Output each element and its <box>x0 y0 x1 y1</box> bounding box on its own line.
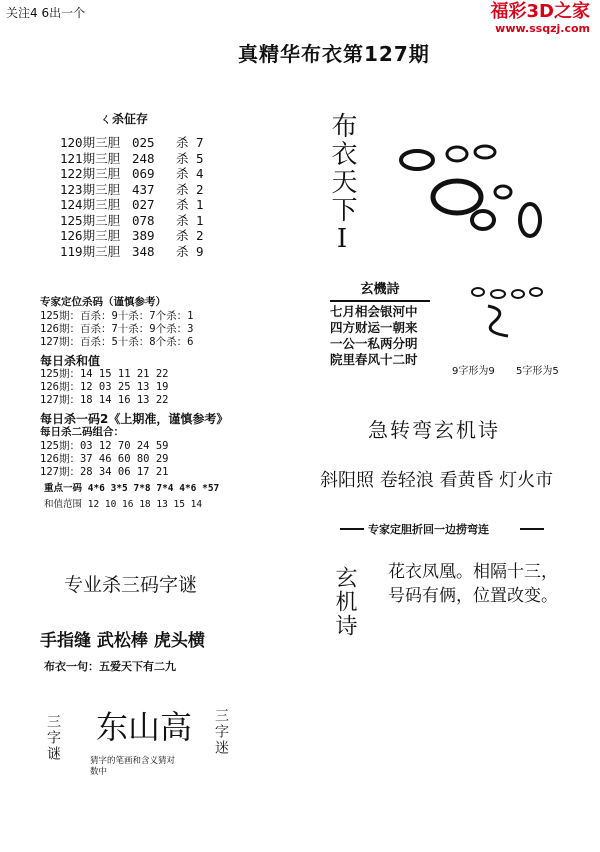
kill-row-nums: 389 <box>132 228 155 243</box>
daily-sum-row: 125期：14 15 11 21 22 <box>40 368 169 380</box>
daily-two-row: 127期：28 34 06 17 21 <box>40 466 169 478</box>
kill-row-period: 125期三胆 <box>60 212 121 228</box>
kill-row <box>60 166 210 182</box>
daily-sum-list <box>40 368 168 407</box>
poem-line: 一公一私两分明 <box>330 336 418 351</box>
kill-row-period: 123期三胆 <box>60 181 121 197</box>
brand-url: www.ssqzj.com <box>495 22 590 35</box>
divider-left <box>340 528 364 530</box>
decorative-stones-image <box>395 142 555 242</box>
vertical-title: 布衣天下Ⅰ <box>327 112 357 256</box>
kill-row <box>60 151 210 167</box>
poem-line: 七月相会银河中 <box>330 304 418 319</box>
poem-title: 玄機詩 <box>330 282 430 302</box>
daily-two-heading: 每日杀二码组合： <box>40 426 124 438</box>
daily-two-row: 126期：37 46 60 80 29 <box>40 453 169 465</box>
sum-range: 和值范围 12 10 16 18 13 15 14 <box>44 499 203 510</box>
kill-row <box>60 197 210 213</box>
kill-row-nums: 248 <box>132 150 155 166</box>
kill-row-period: 120期三胆 <box>60 135 121 150</box>
kill-row-kill: 9 <box>196 243 204 259</box>
brand-name: 福彩3D之家 <box>490 1 590 22</box>
riddle-center: 东山高 <box>96 708 193 746</box>
poem-line: 四方财运一朝来 <box>330 320 418 335</box>
kill-row-kill: 2 <box>196 228 204 243</box>
page-title: 真精华布衣第127期 <box>238 42 430 66</box>
kill-row-period: 126期三胆 <box>60 228 121 243</box>
kill-row-kill: 4 <box>196 166 204 181</box>
kill-row-kill-label: 杀 <box>176 135 189 150</box>
xuanji-line: 号码有俩，位置改变。 <box>388 586 558 606</box>
kill-row-nums: 027 <box>132 197 155 212</box>
kill-row-kill-label: 杀 <box>176 181 189 197</box>
kill-row-kill-label: 杀 <box>176 197 189 212</box>
xuanji-vertical: 玄机诗 <box>332 566 357 638</box>
kill-row-kill: 7 <box>196 135 204 150</box>
riddle-line-two: 布衣一句：五爱天下有二九 <box>44 660 176 673</box>
kill-row <box>60 182 210 198</box>
riddle-right-vertical: 三字迷 <box>213 708 229 756</box>
daily-sum-row: 126期：12 03 25 13 19 <box>40 381 169 393</box>
kill-row-kill: 2 <box>196 181 204 197</box>
poem-line: 院里春风十二时 <box>330 352 418 367</box>
kill-row <box>60 228 210 244</box>
daily-sum-heading: 每日杀和值 <box>40 354 101 368</box>
kill-row-kill-label: 杀 <box>176 228 189 243</box>
kill-table <box>60 135 210 259</box>
xuanji-lines <box>388 560 558 608</box>
kill-row-kill-label: 杀 <box>176 166 189 181</box>
riddle-left-vertical: 三字谜 <box>45 714 61 762</box>
riddle-title: 专业杀三码字谜 <box>64 574 198 596</box>
kill-row-period: 121期三胆 <box>60 150 121 166</box>
kill-row-kill-label: 杀 <box>176 150 189 166</box>
kill-row <box>60 213 210 229</box>
kill-row <box>60 135 210 151</box>
kill-row-nums: 069 <box>132 166 155 181</box>
shape-five-label: 5字形为5 <box>516 366 559 377</box>
expert-list <box>40 310 193 349</box>
key-one-code: 重点一码 4*6 3*5 7*8 7*4 4*6 *57 <box>44 483 220 494</box>
urgent-phrases: 斜阳照 卷轻浪 看黄昏 灯火市 <box>320 470 554 491</box>
divider-right <box>520 528 544 530</box>
kill-row-period: 124期三胆 <box>60 197 121 212</box>
decorative-charms-image <box>468 284 548 344</box>
expert-heading: 专家定位杀码（谨慎参考） <box>40 296 166 308</box>
kill-row-kill: 1 <box>196 212 204 228</box>
top-left-note: 关注4 6出一个 <box>6 6 86 20</box>
expert-row: 127期：百杀：5十杀：8个杀：6 <box>40 336 194 348</box>
urgent-title: 急转弯玄机诗 <box>368 418 500 442</box>
shape-nine-label: 9字形为9 <box>452 366 495 377</box>
daily-one-heading: 每日杀一码2《上期准，谨慎参考》 <box>40 412 229 426</box>
riddle-note: 猜字的笔画和含义猜对数中 <box>90 756 176 777</box>
kill-row-kill: 5 <box>196 150 204 166</box>
kill-row-nums: 078 <box>132 212 155 228</box>
poem-box <box>330 282 430 368</box>
urgent-subtitle: 专家定胆折回一边捞弯连 <box>368 523 489 536</box>
daily-sum-row: 127期：18 14 16 13 22 <box>40 394 169 406</box>
kill-row-kill-label: 杀 <box>176 243 189 259</box>
kill-row-kill: 1 <box>196 197 204 212</box>
riddle-line-one: 手指缝 武松棒 虎头横 <box>40 631 205 651</box>
xuanji-line: 花衣凤凰。相隔十三， <box>388 562 558 582</box>
kill-row <box>60 244 210 260</box>
kill-heading: ㄑ杀佂存 <box>100 112 149 126</box>
kill-row-kill-label: 杀 <box>176 212 189 228</box>
kill-row-nums: 025 <box>132 135 155 150</box>
kill-row-nums: 437 <box>132 181 155 197</box>
daily-two-row: 125期：03 12 70 24 59 <box>40 440 169 452</box>
daily-two-list <box>40 440 168 479</box>
brand-watermark[interactable] <box>491 2 590 35</box>
expert-row: 125期：百杀：9十杀：7个杀：1 <box>40 310 194 322</box>
kill-row-nums: 348 <box>132 243 155 259</box>
expert-row: 126期：百杀：7十杀：9个杀：3 <box>40 323 194 335</box>
kill-row-period: 122期三胆 <box>60 166 121 181</box>
kill-row-period: 119期三胆 <box>60 243 121 259</box>
